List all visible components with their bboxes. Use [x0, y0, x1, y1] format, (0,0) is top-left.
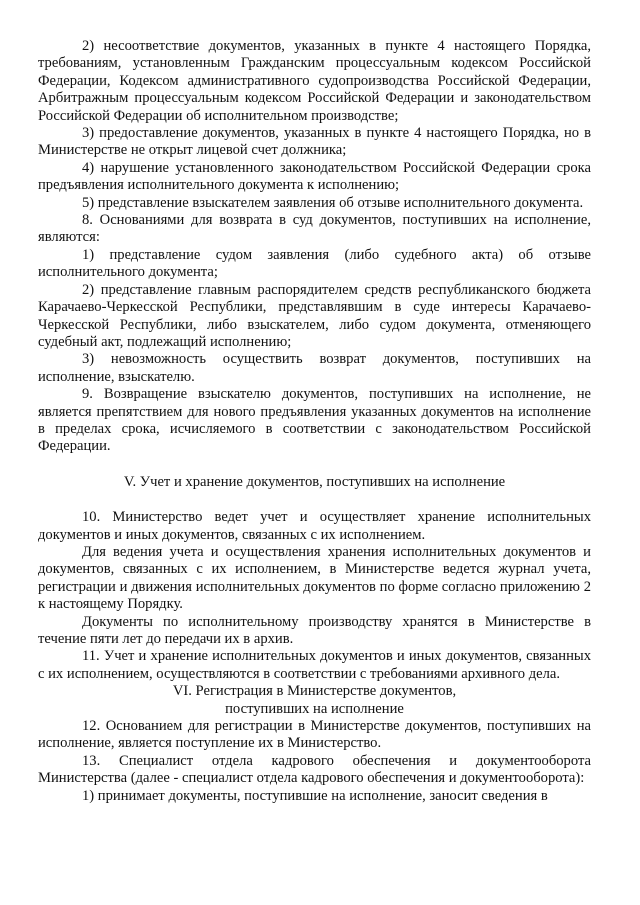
- paragraph: Документы по исполнительному производству хранятся в Министерстве в течение пяти лет до передачи их в архив.: [38, 613, 591, 647]
- section-heading: V. Учет и хранение документов, поступивших на исполнение: [123, 473, 506, 490]
- paragraph: 5) представление взыскателем заявления об отзыве исполнительного документа.: [82, 194, 584, 211]
- paragraph: 2) представление главным распорядителем средств республиканского бюджета Карачаево-Черкесской Республики, представлявшим в суде интересы Карачаево-Черкесской Республики, либо взыскателем, либо судом документа, отменяющего судебный акт, подлежащий исполнению;: [38, 281, 591, 350]
- paragraph: 8. Основаниями для возврата в суд документов, поступивших на исполнение, являются:: [38, 212, 591, 246]
- spacer: [38, 491, 591, 509]
- paragraph: 4) нарушение установленного законодательством Российской Федерации срока предъявления исполнительного документа к исполнению;: [38, 159, 591, 194]
- paragraph: 2) несоответствие документов, указанных в пункте 4 настоящего Порядка, требованиям, установленным Гражданским процессуальным кодексом Российской Федерации, Кодексом административного судопроизводства Российской Федерации, Арбитражным процессуальным кодексом Российской Федерации и законодательством Российской Федерации об исполнительном производстве;: [38, 38, 591, 124]
- document-page: [38, 38, 591, 805]
- paragraph: Для ведения учета и осуществления хранения исполнительных документов и документов, связанных с их исполнением, в Министерстве ведется журнал учета, регистрации и движения исполнительных документов по форме согласно приложению 2 к настоящему Порядку.: [38, 543, 591, 613]
- paragraph: 1) принимает документы, поступившие на исполнение, заносит сведения в: [82, 787, 548, 804]
- paragraph: 11. Учет и хранение исполнительных документов и иных документов, связанных с их исполнением, осуществляются в соответствии с требованиями архивного дела.: [38, 648, 591, 682]
- section-heading-line: VI. Регистрация в Министерстве документов,: [172, 683, 457, 700]
- paragraph: 13. Специалист отдела кадрового обеспечения и документооборота Министерства (далее - специалист отдела кадрового обеспечения и документооборота):: [38, 752, 591, 787]
- spacer: [38, 456, 591, 474]
- paragraph: 3) предоставление документов, указанных в пункте 4 настоящего Порядка, но в Министерстве не открыт лицевой счет должника;: [38, 125, 591, 159]
- paragraph: 1) представление судом заявления (либо судебного акта) об отзыве исполнительного документа;: [38, 246, 591, 281]
- section-heading-line: поступивших на исполнение: [225, 700, 404, 717]
- paragraph: 12. Основанием для регистрации в Министерстве документов, поступивших на исполнение, является поступление их в Министерство.: [38, 718, 591, 752]
- paragraph: 3) невозможность осуществить возврат документов, поступивших на исполнение, взыскателю.: [38, 351, 591, 385]
- paragraph: 9. Возвращение взыскателю документов, поступивших на исполнение, не является препятствием для нового предъявления указанных документов на исполнение в пределах срока, исчисляемого в соответствии с законодательством Российской Федерации.: [38, 386, 591, 455]
- paragraph: 10. Министерство ведет учет и осуществляет хранение исполнительных документов и иных документов, связанных с их исполнением.: [38, 509, 591, 543]
